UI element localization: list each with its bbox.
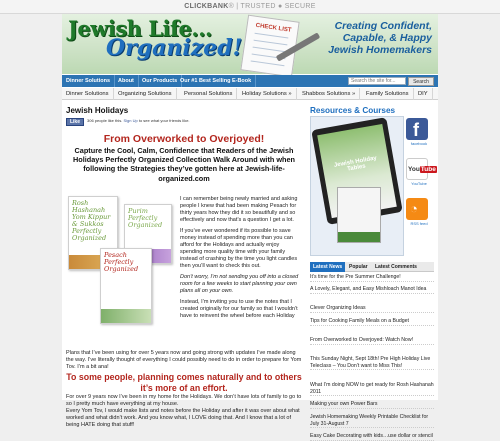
nav-best-selling-ebook[interactable]: Our #1 Best Selling E-Book [176, 75, 256, 87]
intro-text [180, 196, 303, 324]
news-item[interactable]: It’s time for the Pre Summer Challenge! [310, 274, 434, 282]
tagline-line-2: Capable, & Happy [342, 32, 432, 44]
clickbank-brand: CLICKBANK [184, 3, 229, 10]
page-wrapper [62, 14, 438, 439]
news-item[interactable]: Tips for Cooking Family Meals on a Budget [310, 318, 434, 326]
checklist-label: CHECK LIST [255, 22, 292, 34]
resources-courses-title: Resources & Courses [310, 106, 396, 115]
ipad-screen-text: Jewish Holiday Tables [333, 155, 378, 173]
nav2-dinner-solutions[interactable]: Dinner Solutions [62, 88, 114, 100]
facebook-like-count: 306 people like this. [87, 118, 123, 123]
facebook-like-button[interactable]: Like [66, 118, 84, 126]
nav2-diy[interactable]: DIY [414, 88, 433, 100]
rss-label[interactable]: RSS feed [410, 221, 428, 226]
logo-line-2[interactable]: Organized! [106, 35, 243, 61]
trusted-label: TRUSTED [240, 3, 276, 10]
book-rosh-hashanah-title: Rosh Hashanah Yom Kippur & Sukkos Perfectly Organized [72, 199, 111, 242]
facebook-label[interactable]: facebook [410, 141, 428, 146]
intro-paragraph-1: I can remember being newly married and asking people I knew that had been making Pesach for thirty years how they did it so beautifully and so effectively and now that’s a question I get a lot. [180, 196, 298, 223]
tagline-line-1: Creating Confident, [334, 20, 432, 32]
youtube-icon[interactable] [406, 158, 436, 180]
course-book-image [337, 187, 381, 243]
product-books-image[interactable] [66, 196, 178, 326]
youtube-you: You [408, 166, 420, 173]
nav2-holiday-solutions[interactable]: Holiday Solutions » [238, 88, 297, 100]
secure-label: SECURE [284, 3, 316, 10]
news-item[interactable]: From Overworked to Overjoyed: Watch Now! [310, 337, 434, 345]
trust-separator: | [236, 3, 239, 10]
subheadline: Capture the Cool, Calm, Confidence that Readers of the Jewish Holidays Perfectly Organized Collection Walk Around with when following the Strategies they’ve gotten here at Jewish-life-organized.com [72, 146, 296, 183]
clickbank-trust-bar [0, 0, 500, 14]
facebook-icon[interactable] [406, 118, 428, 140]
youtube-tube: Tube [420, 166, 436, 173]
search-button[interactable]: Search [408, 77, 434, 86]
tab-latest-news[interactable]: Latest News [310, 262, 345, 272]
intro-paragraph-3: Don’t worry, I’m not sending you off into a closed room for a few weeks to start planning your own plans all on your own. [180, 274, 299, 294]
search-input[interactable]: Search the site for... [348, 77, 406, 85]
news-item[interactable]: Easy Cake Decorating with kids…use dollar or stencil [310, 433, 433, 439]
news-item[interactable]: Clever Organizing Ideas [310, 305, 434, 313]
sidebar [308, 102, 438, 439]
tab-popular[interactable]: Popular [349, 264, 368, 270]
main-content [62, 102, 306, 428]
nav2-family-solutions[interactable]: Family Solutions [362, 88, 414, 100]
news-item[interactable]: Making your own Power Bars [310, 401, 434, 409]
nav-dinner-solutions[interactable]: Dinner Solutions [62, 75, 115, 87]
news-item[interactable]: A Lovely, Elegant, and Easy Mishloach Manot Idea [310, 286, 434, 294]
secondary-nav [62, 88, 438, 100]
lock-icon: ● [277, 3, 283, 10]
rss-icon[interactable] [406, 198, 428, 220]
clickbank-reg: ® [228, 3, 235, 10]
checklist-illustration [240, 15, 299, 78]
facebook-like-rest: to see what your friends like. [138, 118, 190, 123]
post-title[interactable]: Jewish Holidays [66, 106, 129, 115]
tagline-line-3: Jewish Homemakers [328, 44, 432, 56]
nav2-organizing-solutions[interactable]: Organizing Solutions [114, 88, 177, 100]
tagline [292, 20, 432, 56]
facebook-glyph: f [413, 120, 419, 140]
intro-paragraph-2: If you’ve ever wondered if its possible to save money instead of spending more than you can afford for the Holidays and actually enjoy spending more quality time with your family instead of crashing by the time you light candles then you’ll want to check this out. [180, 228, 298, 269]
facebook-like-text [87, 118, 205, 123]
tab-latest-comments[interactable]: Latest Comments [375, 264, 417, 270]
plans-paragraph: Plans that I’ve been using for over 5 years now and going strong with updates I’ve made along the way. I’ve literally thought of everything I could possibly need to do in order to prepare for Yom Tov. I’m a bit ana! [66, 350, 302, 370]
youtube-label[interactable]: YouTube [411, 181, 427, 186]
nav-about[interactable]: About [114, 75, 139, 87]
news-tabs [310, 262, 434, 272]
logo-line-1[interactable]: Jewish Life... [68, 16, 212, 41]
intro-paragraph-4: Instead, I’m inviting you to use the notes that I created originally for our family so that I wouldn’t have to reinvent the wheel before each Holiday [180, 299, 298, 319]
facebook-like-box [66, 118, 206, 132]
headline: From Overworked to Overjoyed! [103, 133, 265, 145]
nav2-personal-solutions[interactable]: Personal Solutions [180, 88, 237, 100]
rss-glyph: ◔ [410, 201, 418, 216]
news-item[interactable]: What I’m doing NOW to get ready for Rosh Hashanah 2011 [310, 382, 434, 395]
section-heading: To some people, planning comes naturally and to others it’s more of an effort. [66, 372, 302, 393]
resources-courses-banner[interactable] [310, 116, 404, 256]
news-item[interactable]: This Sunday Night, Sept 18th! Pre High Holiday Live Teleclass – You Don’t want to Miss This! [310, 356, 434, 370]
book-purim-title: Purim Perfectly Organized [128, 207, 163, 229]
site-header [62, 14, 438, 74]
book-pesach-title: Pesach Perfectly Organized [104, 251, 139, 273]
primary-nav [62, 75, 438, 87]
news-item[interactable]: Jewish Homemaking Weekly Printable Checklist for July 31-August 7 [310, 414, 434, 428]
book-pesach [100, 248, 152, 324]
over-nine-years-paragraph: For over 9 years now I’ve been in my home for the Holidays. We don’t have lots of family to go to so I pretty much have everything at my house. [66, 394, 302, 407]
nav2-shabbos-solutions[interactable]: Shabbos Solutions » [298, 88, 360, 100]
every-yom-tov-paragraph: Every Yom Tov, I would make lists and notes before the Holiday and after it was over about what worked and what didn’t work. And you know what, I LOVE doing that. And I know that a lot of being HATE doing that stuff! [66, 408, 300, 428]
nav-our-products[interactable]: Our Products [138, 75, 182, 87]
facebook-signup-link[interactable]: Sign Up [123, 118, 138, 123]
